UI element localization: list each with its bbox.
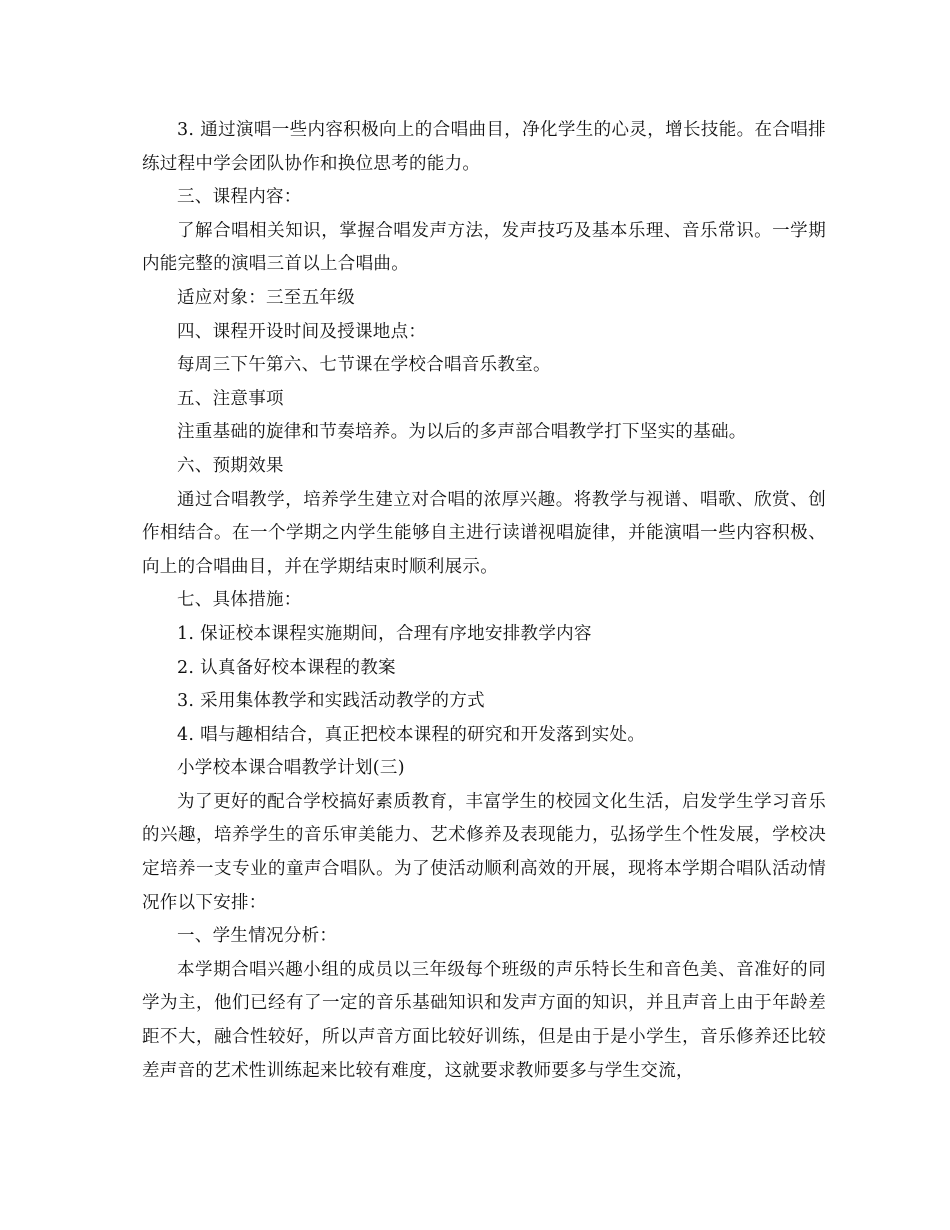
heading-student-analysis: 一、学生情况分析：: [177, 926, 338, 947]
list-item-measure-2: 2. 认真备好校本课程的教案: [177, 657, 396, 678]
paragraph-notes: 注重基础的旋律和节奏培养。为以后的多声部合唱教学打下坚实的基础。: [177, 422, 747, 443]
heading-measures: 七、具体措施：: [177, 590, 302, 611]
paragraph-course-content: 了解合唱相关知识，掌握合唱发声方法，发声技巧及基本乐理、音乐常识。一学期内能完整的演唱三首以上合唱曲。: [142, 220, 826, 275]
heading-expected-results: 六、预期效果: [177, 455, 284, 476]
heading-time-location: 四、课程开设时间及授课地点：: [177, 321, 427, 342]
document-page: [142, 114, 826, 1088]
list-item-measure-1: 1. 保证校本课程实施期间，合理有序地安排教学内容: [177, 623, 592, 644]
heading-notes: 五、注意事项: [177, 388, 284, 409]
section-title-plan-3: 小学校本课合唱教学计划(三): [177, 758, 405, 779]
paragraph-time-location: 每周三下午第六、七节课在学校合唱音乐教室。: [177, 355, 551, 376]
list-item-measure-4: 4. 唱与趣相结合，真正把校本课程的研究和开发落到实处。: [177, 724, 646, 745]
list-item-measure-3: 3. 采用集体教学和实践活动教学的方式: [177, 691, 485, 712]
paragraph-expected-results: 通过合唱教学，培养学生建立对合唱的浓厚兴趣。将教学与视谱、唱歌、欣赏、创作相结合。在一个学期之内学生能够自主进行读谱视唱旋律，并能演唱一些内容积极、向上的合唱曲目，并在学期结束时顺利展示。: [142, 489, 826, 577]
paragraph-goal-3: 3. 通过演唱一些内容积极向上的合唱曲目，净化学生的心灵，增长技能。在合唱排练过程中学会团队协作和换位思考的能力。: [142, 120, 826, 174]
paragraph-student-analysis: 本学期合唱兴趣小组的成员以三年级每个班级的声乐特长生和音色美、音准好的同学为主，他们已经有了一定的音乐基础知识和发声方面的知识，并且声音上由于年龄差距不大，融合性较好，所以声音方面比较好训练，但是由于是小学生，音乐修养还比较差声音的艺术性训练起来比较有难度，这就要求教师要多与学生交流，: [142, 959, 826, 1081]
heading-course-content: 三、课程内容：: [177, 187, 302, 208]
paragraph-target-audience: 适应对象：三至五年级: [177, 287, 355, 308]
paragraph-plan-intro: 为了更好的配合学校搞好素质教育，丰富学生的校园文化生活，启发学生学习音乐的兴趣，培养学生的音乐审美能力、艺术修养及表现能力，弘扬学生个性发展，学校决定培养一支专业的童声合唱队。为了使活动顺利高效的开展，现将本学期合唱队活动情况作以下安排：: [142, 791, 826, 913]
